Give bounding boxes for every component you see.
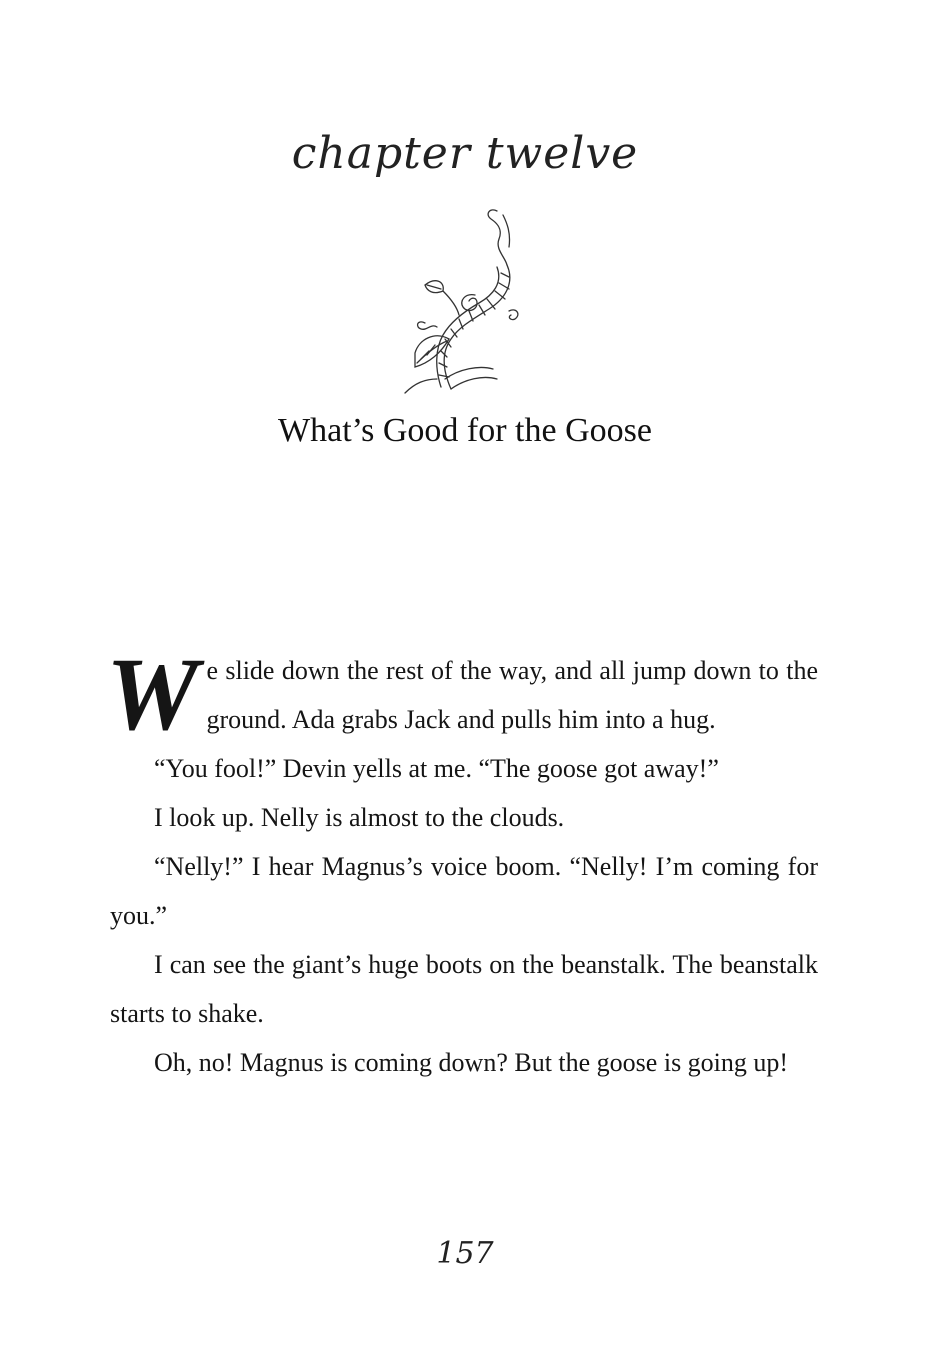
chapter-body bbox=[106, 637, 818, 1087]
paragraph-opening bbox=[106, 637, 818, 752]
page-number: 157 bbox=[436, 1236, 494, 1271]
paragraph: “You fool!” Devin yells at me. “The goose got away!” bbox=[154, 754, 719, 783]
paragraph-text: e slide down the rest of the way, and all jump down to the ground. Ada grabs Jack and pulls him into a hug. bbox=[206, 656, 818, 734]
drop-cap: W bbox=[106, 637, 199, 752]
paragraph: I can see the giant’s huge boots on the beanstalk. The beanstalk starts to shake. bbox=[110, 950, 818, 1028]
beanstalk-icon bbox=[385, 203, 545, 403]
chapter-label: chapter twelve bbox=[291, 128, 639, 179]
paragraph: Oh, no! Magnus is coming down? But the goose is going up! bbox=[154, 1048, 789, 1077]
paragraph: “Nelly!” I hear Magnus’s voice boom. “Nelly! I’m coming for you.” bbox=[110, 852, 818, 930]
paragraph: I look up. Nelly is almost to the clouds. bbox=[154, 803, 565, 832]
chapter-title: What’s Good for the Goose bbox=[278, 412, 652, 449]
